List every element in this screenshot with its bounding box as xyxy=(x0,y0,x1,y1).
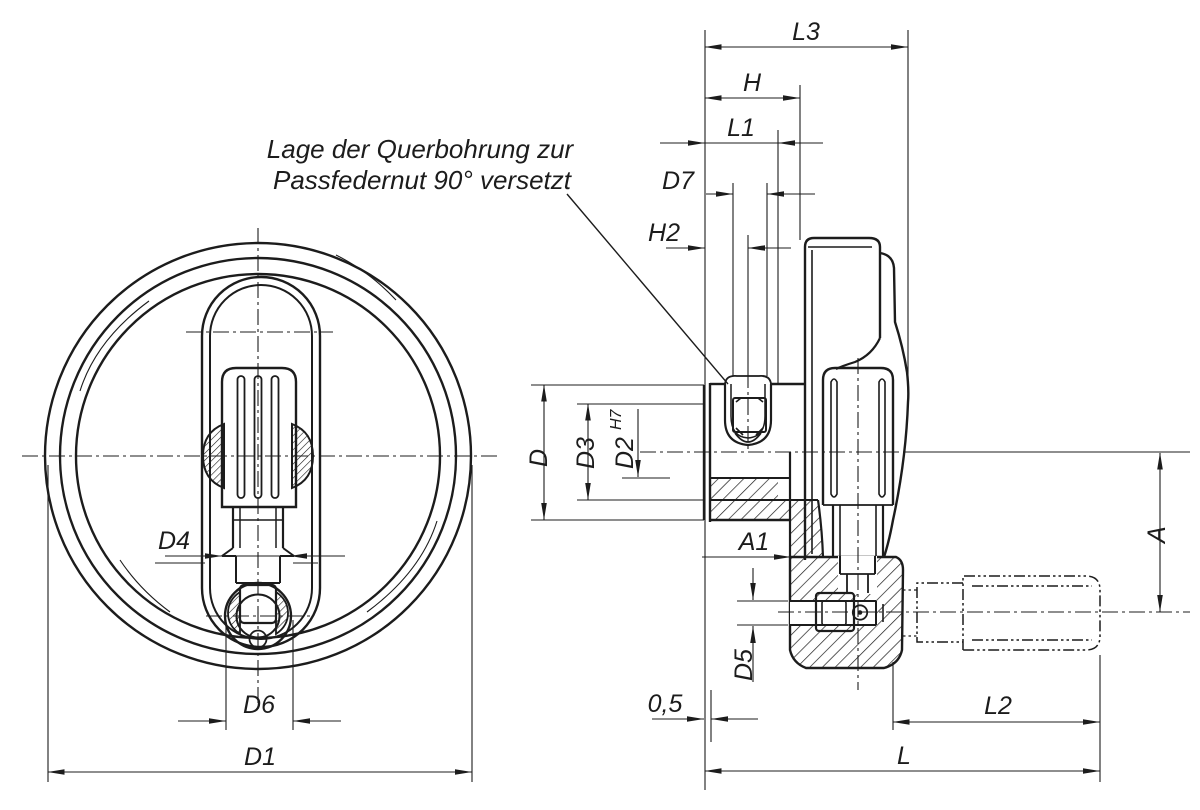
dim-d7 xyxy=(662,167,815,376)
front-view xyxy=(22,228,497,708)
dim-d2 xyxy=(608,408,670,478)
dim-l-label: L xyxy=(897,742,911,770)
dim-offset xyxy=(648,690,758,742)
dim-d3-label: D3 xyxy=(572,437,600,469)
grip-flute xyxy=(238,376,245,498)
grip-flute xyxy=(272,376,279,498)
dim-d4 xyxy=(158,527,345,556)
dim-l xyxy=(705,742,1100,771)
dim-h2 xyxy=(648,219,791,450)
hub-section-hatch xyxy=(710,479,778,500)
dim-d6-label: D6 xyxy=(243,691,275,719)
dim-l3-label: L3 xyxy=(792,18,820,46)
dim-a1-label: A1 xyxy=(738,528,770,556)
dim-l1-label: L1 xyxy=(727,114,755,142)
dim-l2 xyxy=(893,655,1100,782)
dim-a xyxy=(1143,453,1171,612)
dim-d4-label: D4 xyxy=(158,527,190,555)
dim-d5 xyxy=(730,568,788,682)
dim-a1 xyxy=(702,528,791,567)
dim-d5-label: D5 xyxy=(730,649,758,681)
dim-d2-label: D2 xyxy=(611,437,639,469)
dim-l2-label: L2 xyxy=(984,692,1012,720)
dim-h-label: H xyxy=(742,69,762,97)
grip-phantom xyxy=(903,576,1100,650)
dim-a-label: A xyxy=(1143,526,1171,543)
dim-d-label: D xyxy=(525,448,553,467)
annotation-line2: Passfedernut 90° versetzt xyxy=(273,165,571,195)
dim-h xyxy=(705,69,800,240)
dim-d7-label: D7 xyxy=(662,167,694,195)
annotation-line1: Lage der Querbohrung zur xyxy=(266,134,574,164)
dim-offset-label: 0,5 xyxy=(647,690,683,718)
side-view xyxy=(640,238,1190,690)
dim-d1-label: D1 xyxy=(244,743,276,771)
dim-d2-tolerance: H7 xyxy=(608,409,625,430)
grip-body xyxy=(222,368,296,507)
dim-h2-label: H2 xyxy=(648,219,680,247)
